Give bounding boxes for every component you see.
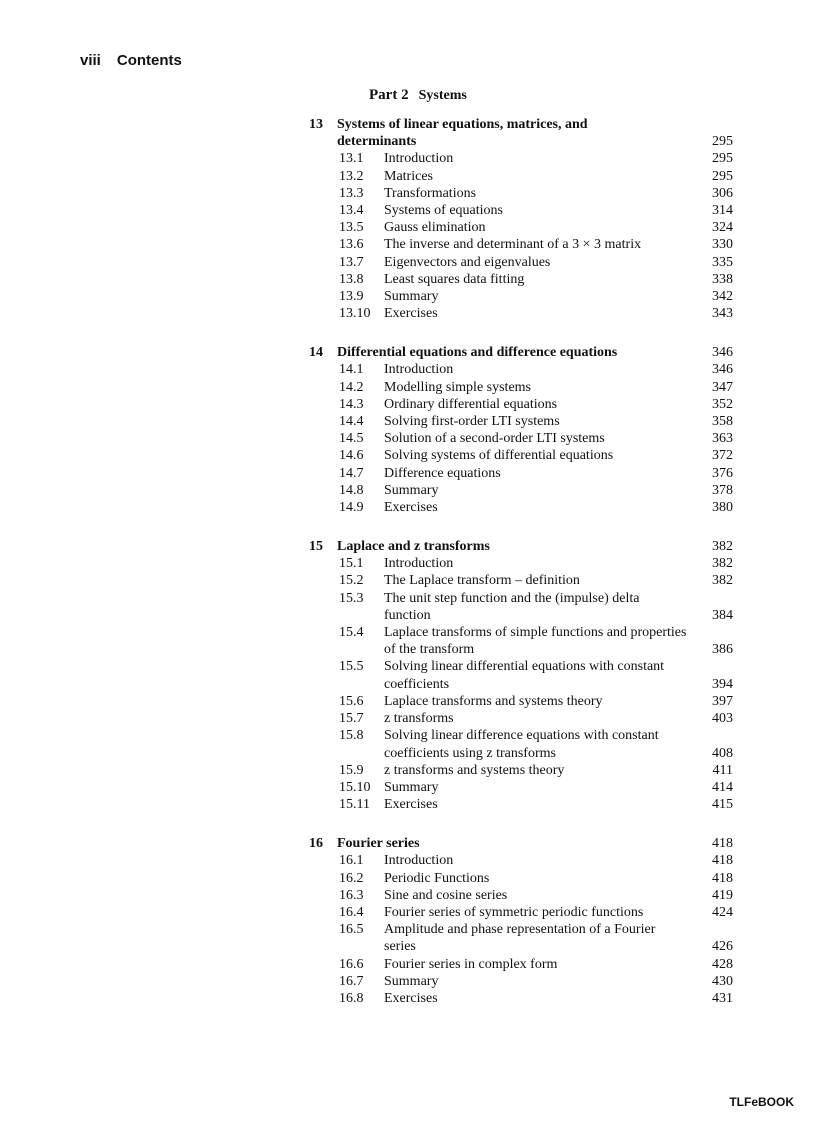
running-title: Contents <box>116 52 182 69</box>
chapter-13 <box>309 116 733 322</box>
running-header <box>80 52 182 69</box>
section-title: Least squares data fitting <box>384 271 525 287</box>
section-title: Systems of equations <box>384 203 503 219</box>
section-number: 13.5 <box>339 220 364 236</box>
section-entry[interactable] <box>309 710 733 727</box>
section-entry[interactable] <box>309 271 733 288</box>
section-entry[interactable] <box>309 499 733 516</box>
section-number: 15.11 <box>339 797 370 813</box>
section-number: 15.6 <box>339 693 364 709</box>
section-page: 384 <box>712 607 733 623</box>
section-number: 13.4 <box>339 203 364 219</box>
section-title: Difference equations <box>384 465 501 481</box>
watermark: TLFeBOOK <box>729 1095 794 1109</box>
section-number: 14.6 <box>339 448 364 464</box>
section-page: 394 <box>712 676 733 692</box>
chapter-number: 15 <box>309 539 323 555</box>
section-page: 376 <box>712 465 733 481</box>
chapter-14 <box>309 344 733 516</box>
section-number: 13.7 <box>339 254 364 270</box>
section-title: The Laplace transform – definition <box>384 573 580 589</box>
section-number: 13.2 <box>339 168 364 184</box>
section-entry[interactable] <box>309 219 733 236</box>
section-number: 13.8 <box>339 271 364 287</box>
section-page: 347 <box>712 379 733 395</box>
section-title: z transforms and systems theory <box>384 762 565 778</box>
section-page: 346 <box>712 362 733 378</box>
section-page: 295 <box>712 151 733 167</box>
chapter-15 <box>309 538 733 813</box>
section-title: Amplitude and phase representation of a Fourier series <box>384 922 656 955</box>
section-number: 13.9 <box>339 289 364 305</box>
section-entry[interactable] <box>309 465 733 482</box>
chapter-page: 346 <box>712 345 733 361</box>
section-entry[interactable] <box>309 482 733 499</box>
chapter-page: 295 <box>712 134 733 150</box>
section-number: 15.2 <box>339 573 364 589</box>
section-page: 338 <box>712 271 733 287</box>
section-title: Sine and cosine series <box>384 887 508 903</box>
section-entry[interactable] <box>309 361 733 378</box>
section-title: Introduction <box>384 151 454 167</box>
section-entry[interactable] <box>309 693 733 710</box>
chapter-number: 16 <box>309 836 323 852</box>
part-label: Part 2 <box>369 87 409 103</box>
section-number: 14.1 <box>339 362 364 378</box>
section-number: 14.5 <box>339 431 364 447</box>
section-page: 324 <box>712 220 733 236</box>
section-number: 13.10 <box>339 306 371 322</box>
section-page: 428 <box>712 956 733 972</box>
section-entry[interactable] <box>309 956 733 973</box>
section-page: 343 <box>712 306 733 322</box>
section-entry[interactable] <box>309 430 733 447</box>
section-title: Periodic Functions <box>384 870 490 886</box>
section-title: Laplace transforms and systems theory <box>384 693 603 709</box>
section-page: 397 <box>712 693 733 709</box>
chapter-heading[interactable] <box>309 835 733 852</box>
section-page: 295 <box>712 168 733 184</box>
section-page: 418 <box>712 870 733 886</box>
section-page: 330 <box>712 237 733 253</box>
section-entry[interactable] <box>309 572 733 589</box>
section-page: 418 <box>712 853 733 869</box>
chapter-16 <box>309 835 733 1007</box>
section-entry[interactable] <box>309 447 733 464</box>
section-page: 358 <box>712 414 733 430</box>
section-entry[interactable] <box>309 870 733 887</box>
section-page: 382 <box>712 556 733 572</box>
section-entry[interactable] <box>309 413 733 430</box>
section-number: 14.9 <box>339 500 364 516</box>
section-number: 16.2 <box>339 870 364 886</box>
page-number: viii <box>80 52 101 69</box>
section-title: Exercises <box>384 500 438 516</box>
section-entry[interactable] <box>309 904 733 921</box>
section-entry[interactable] <box>309 990 733 1007</box>
section-title: Summary <box>384 289 439 305</box>
section-title: Introduction <box>384 556 454 572</box>
section-entry[interactable] <box>309 236 733 253</box>
section-page: 386 <box>712 642 733 658</box>
section-title: Eigenvectors and eigenvalues <box>384 254 551 270</box>
section-page: 306 <box>712 185 733 201</box>
section-title: Laplace transforms of simple functions and properties of the transform <box>384 625 687 658</box>
section-entry[interactable] <box>309 305 733 322</box>
section-entry[interactable] <box>309 796 733 813</box>
section-number: 15.5 <box>339 659 364 675</box>
chapter-heading[interactable] <box>309 538 733 555</box>
section-page: 342 <box>712 289 733 305</box>
section-page: 415 <box>712 797 733 813</box>
section-entry[interactable] <box>309 379 733 396</box>
section-title: Solving linear differential equations with constant coefficients <box>384 659 665 692</box>
section-page: 426 <box>712 939 733 955</box>
section-number: 15.9 <box>339 762 364 778</box>
section-page: 378 <box>712 482 733 498</box>
section-title: Modelling simple systems <box>384 379 531 395</box>
section-number: 13.1 <box>339 151 364 167</box>
part-title: Systems <box>418 88 467 103</box>
section-page: 363 <box>712 431 733 447</box>
section-title: The inverse and determinant of a 3 × 3 matrix <box>384 237 642 253</box>
table-of-contents <box>309 116 733 1007</box>
chapter-title: Laplace and z transforms <box>337 539 490 555</box>
section-entry[interactable] <box>309 168 733 185</box>
section-entry[interactable] <box>309 658 733 692</box>
section-page: 411 <box>712 762 733 778</box>
section-number: 16.1 <box>339 853 364 869</box>
section-number: 15.3 <box>339 590 364 606</box>
section-number: 14.3 <box>339 396 364 412</box>
section-entry[interactable] <box>309 288 733 305</box>
section-number: 16.3 <box>339 887 364 903</box>
section-title: Introduction <box>384 853 454 869</box>
section-number: 15.4 <box>339 625 364 641</box>
section-title: Solving linear difference equations with constant coefficients using z transforms <box>384 728 659 761</box>
section-page: 403 <box>712 711 733 727</box>
section-title: Exercises <box>384 306 438 322</box>
section-entry[interactable] <box>309 396 733 413</box>
section-entry[interactable] <box>309 887 733 904</box>
part-heading <box>369 87 467 104</box>
section-title: Summary <box>384 779 439 795</box>
section-number: 15.1 <box>339 556 364 572</box>
section-entry[interactable] <box>309 762 733 779</box>
chapter-title: Differential equations and difference equations <box>337 345 618 361</box>
section-page: 382 <box>712 573 733 589</box>
section-number: 16.7 <box>339 973 364 989</box>
section-page: 335 <box>712 254 733 270</box>
section-page: 314 <box>712 203 733 219</box>
section-page: 431 <box>712 990 733 1006</box>
section-title: Summary <box>384 973 439 989</box>
section-entry[interactable] <box>309 624 733 658</box>
section-entry[interactable] <box>309 779 733 796</box>
section-title: Exercises <box>384 990 438 1006</box>
section-entry[interactable] <box>309 727 733 761</box>
section-title: Transformations <box>384 185 477 201</box>
section-title: Solving first-order LTI systems <box>384 414 560 430</box>
section-page: 414 <box>712 779 733 795</box>
section-entry[interactable] <box>309 555 733 572</box>
chapter-page: 418 <box>712 836 733 852</box>
section-number: 16.8 <box>339 990 364 1006</box>
section-entry[interactable] <box>309 254 733 271</box>
section-number: 15.8 <box>339 728 364 744</box>
section-page: 372 <box>712 448 733 464</box>
section-entry[interactable] <box>309 150 733 167</box>
section-title: Exercises <box>384 797 438 813</box>
chapter-title: Fourier series <box>337 836 420 852</box>
section-entry[interactable] <box>309 973 733 990</box>
section-page: 430 <box>712 973 733 989</box>
chapter-heading[interactable] <box>309 116 733 150</box>
section-page: 419 <box>712 887 733 903</box>
section-title: z transforms <box>384 711 454 727</box>
section-number: 13.3 <box>339 185 364 201</box>
section-title: Ordinary differential equations <box>384 396 558 412</box>
chapter-title: Systems of linear equations, matrices, and determinants <box>337 117 588 150</box>
section-title: Matrices <box>384 168 433 184</box>
section-number: 15.7 <box>339 711 364 727</box>
chapter-number: 13 <box>309 117 323 132</box>
section-title: The unit step function and the (impulse) delta function <box>384 590 640 623</box>
section-title: Fourier series of symmetric periodic functions <box>384 904 644 920</box>
section-title: Introduction <box>384 362 454 378</box>
section-page: 424 <box>712 904 733 920</box>
section-title: Solution of a second-order LTI systems <box>384 431 605 447</box>
section-number: 14.2 <box>339 379 364 395</box>
section-page: 352 <box>712 396 733 412</box>
section-title: Summary <box>384 482 439 498</box>
chapter-number: 14 <box>309 345 323 361</box>
section-title: Solving systems of differential equations <box>384 448 614 464</box>
section-entry[interactable] <box>309 185 733 202</box>
section-entry[interactable] <box>309 921 733 955</box>
chapter-page: 382 <box>712 539 733 555</box>
section-page: 380 <box>712 500 733 516</box>
section-title: Gauss elimination <box>384 220 486 236</box>
section-number: 16.5 <box>339 922 364 938</box>
section-entry[interactable] <box>309 202 733 219</box>
section-number: 16.6 <box>339 956 364 972</box>
section-number: 14.8 <box>339 482 364 498</box>
section-number: 13.6 <box>339 237 364 253</box>
section-number: 14.7 <box>339 465 364 481</box>
section-entry[interactable] <box>309 590 733 624</box>
section-entry[interactable] <box>309 852 733 869</box>
section-page: 408 <box>712 745 733 761</box>
section-number: 15.10 <box>339 779 371 795</box>
chapter-heading[interactable] <box>309 344 733 361</box>
section-number: 16.4 <box>339 904 364 920</box>
section-title: Fourier series in complex form <box>384 956 558 972</box>
section-number: 14.4 <box>339 414 364 430</box>
